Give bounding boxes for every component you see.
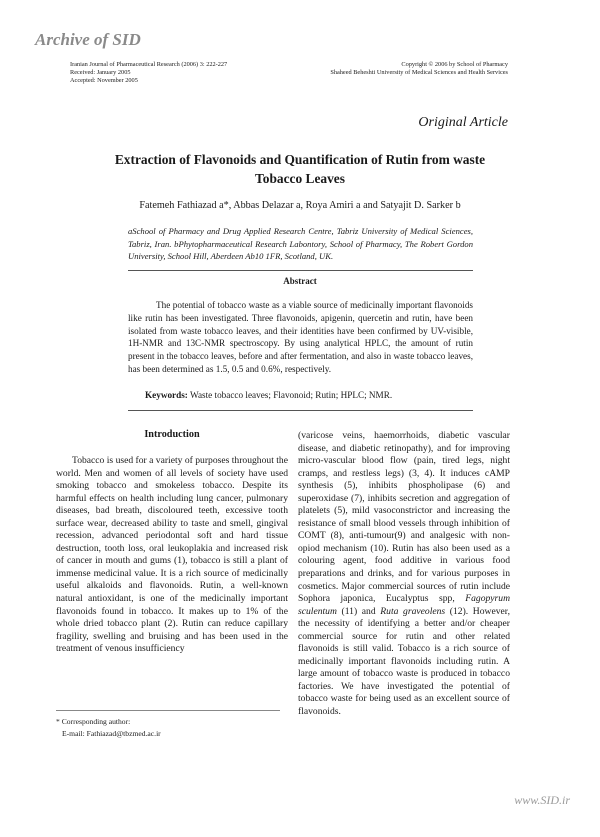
divider-top	[128, 270, 473, 271]
species-fagopyrum: Fagopyrum sculentum	[298, 593, 510, 617]
right-text-3: (12). However, the necessity of identifying a better and/or cheaper commercial source for rutin and other related flavonoids is still valid. Tobacco is a rich source of medicinally important flavonoids including rutin. A large amount of tobacco waste is produced in tobacco factories. We have investigated the potential of tobacco waste for being used as an excellent source of flavonoids.	[298, 605, 510, 718]
abstract-text: The potential of tobacco waste as a viable source of medicinally important flavonoids like rutin has been investigated. Three flavonoids, apigenin, quercetin and rutin, have been isolated from waste tobacco leaves, and their identities have been confirmed by UV-visible, 1H-NMR and 13C-NMR spectroscopy. By using analytical HPLC, the amount of rutin present in the tobacco leaves, before and after fermentation, and also in waste tobacco leaves, has been determined as 1.5, 0.5 and 0.6%, respectively.	[128, 300, 473, 374]
accepted-date: Accepted: November 2005	[70, 77, 138, 84]
journal-citation: Iranian Journal of Pharmaceutical Research (2006) 3: 222-227	[70, 61, 228, 68]
article-title	[0, 150, 600, 188]
keywords	[145, 390, 392, 400]
article-type: Original Article	[418, 115, 508, 130]
corresponding-author: * Corresponding author:	[56, 717, 131, 726]
keywords-text: Waste tobacco leaves; Flavonoid; Rutin; HPLC; NMR.	[190, 390, 393, 400]
keywords-label: Keywords:	[145, 390, 188, 400]
university-line: Shaheed Beheshti University of Medical Sciences and Health Services	[330, 69, 508, 76]
copyright-line: Copyright © 2006 by School of Pharmacy	[401, 61, 508, 68]
abstract-body	[128, 299, 473, 376]
affiliation-b: bPhytopharmaceutical Research Labontory, School of Pharmacy, The Robert Gordon University, School Hill, Aberdeen Ab10 1FR, Scotland, UK.	[128, 238, 473, 261]
right-text-1: (varicose veins, haemorrhoids, diabetic vascular disease, and diabetic retinopathy), and for improving micro-vascular blood flow (pain, tired legs, night cramps, and restless legs) (3, 4). It induces cAMP synthesis (5), inhibits phospholipase (6) and superoxidase (7), inhibits secretion and aggregation of platelets (5), mild vasoconstrictor and increasing the resistance of small blood vessels through inhibition of COMT (8), anti-tumour(9) and analgesic with non-opiod mechanism (10). Rutin has also been used as a colouring agent, food additive in various food preparations and drinks, and for various purposes in cosmetics. Major commercial sources of rutin include Sophora japonica, Eucalyptus spp,	[298, 430, 510, 605]
affiliations	[128, 225, 473, 263]
abstract-heading: Abstract	[283, 276, 317, 286]
intro-paragraph-left: Tobacco is used for a variety of purposes throughout the world. Men and women of all levels of society have used smoking tobacco and smokeless tobacco. Despite its harmful effects on health including lung cancer, pulmonary diseases, bad breath, discoloured teeth, excessive tooth surface wear, decreased ability to taste and smell, gingival recession, advanced periodontal soft and hard tissue destruction, tooth loss, oral leukoplakia and increased risk of cancer in mouth and gums (1), tobacco is still a plant of immense medicinal value. It is a rich source of medicinally useful alkaloids and flavonoids. Rutin, a well-known natural antioxidant, is one of the medicinally important flavonoids found in tobacco. It makes up to 1% of the whole dried tobacco plant (2). Rutin can reduce capillary fragility, swelling and bruising and has been used in the treatment of venous insufficiency	[56, 455, 288, 655]
watermark-bottom: www.SID.ir	[514, 793, 570, 807]
divider-bottom	[128, 410, 473, 411]
title-line-1: Extraction of Flavonoids and Quantification of Rutin from waste	[114, 152, 486, 167]
copyright-header	[330, 61, 508, 77]
footnote-rule	[56, 710, 280, 711]
left-column	[56, 455, 288, 656]
introduction-heading: Introduction	[144, 429, 200, 440]
received-date: Received: January 2005	[70, 69, 131, 76]
footnote	[56, 716, 161, 740]
corresponding-email: E-mail: Fathiazad@tbzmed.ac.ir	[62, 729, 161, 738]
right-column	[298, 430, 510, 719]
species-ruta: Ruta graveolens	[380, 605, 446, 617]
intro-paragraph-right	[298, 430, 510, 719]
journal-header	[70, 61, 227, 85]
author-list: Fatemeh Fathiazad a*, Abbas Delazar a, Roya Amiri a and Satyajit D. Sarker b	[139, 200, 461, 211]
affiliation-a: aSchool of Pharmacy and Drug Applied Research Centre, Tabriz University of Medical Sciences, Tabriz, Iran.	[128, 226, 473, 249]
watermark-top: Archive of SID	[35, 30, 141, 49]
title-line-2: Tobacco Leaves	[255, 171, 345, 186]
right-text-2: (11) and	[336, 605, 381, 617]
